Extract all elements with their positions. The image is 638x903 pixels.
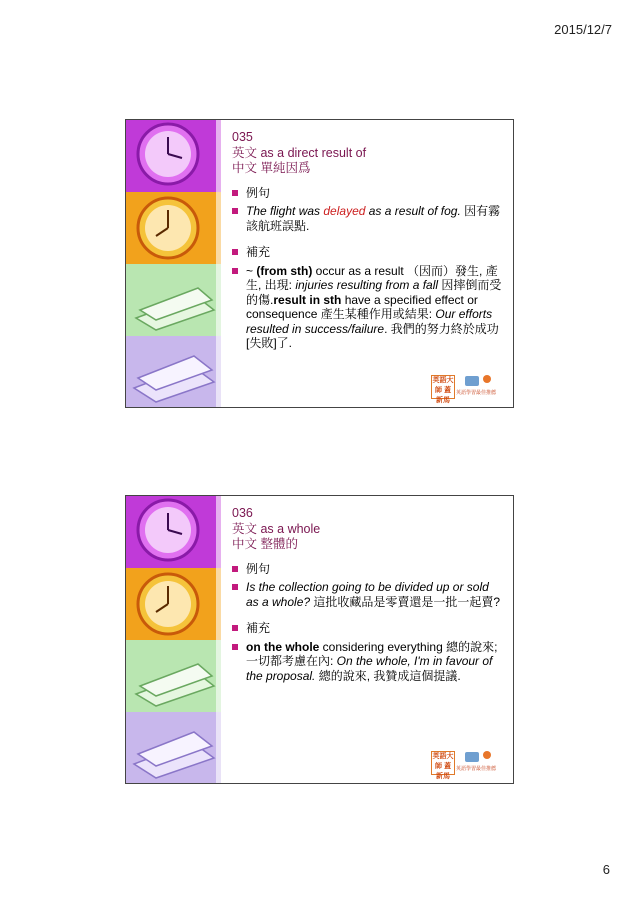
supplement-label: 補充 bbox=[232, 621, 504, 636]
decorative-image-strip bbox=[126, 120, 221, 407]
publisher-logo: 英語大師 蓋新馬 英語學習最佳推薦 bbox=[432, 753, 497, 780]
supplement-text: ~ (from sth) occur as a result （因而）發生, 產生, 出現: injuries resulting from a fall 因摔倒而受的傷.result in sth have a specified effect or consequence 產生某種作用或結果: Our efforts resulted in success/failure. 我們的努力終於成功[失敗]了. bbox=[232, 264, 504, 351]
slide-number: 035 bbox=[232, 130, 253, 144]
chinese-meaning: 中文 整體的 bbox=[232, 537, 298, 551]
print-date: 2015/12/7 bbox=[554, 22, 612, 37]
slide-035 bbox=[125, 119, 514, 408]
example-sentence: Is the collection going to be divided up or sold as a whole? 這批收藏品是零賣還是一批一起賣? bbox=[232, 580, 504, 609]
english-phrase: 英文 as a direct result of bbox=[232, 145, 367, 160]
chinese-meaning: 中文 單純因爲 bbox=[232, 161, 311, 175]
slide-036 bbox=[125, 495, 514, 784]
publisher-logo: 英語大師 蓋新馬 英語學習最佳推薦 bbox=[432, 377, 497, 404]
supplement-label: 補充 bbox=[232, 245, 504, 260]
english-phrase: 英文 as a whole bbox=[232, 521, 321, 536]
decorative-image-strip bbox=[126, 496, 221, 783]
slide-number: 036 bbox=[232, 506, 253, 520]
supplement-text: on the whole considering everything 總的說來; 一切都考慮在內: On the whole, I'm in favour of the proposal. 總的說來, 我贊成這個提議. bbox=[232, 640, 504, 684]
example-sentence: The flight was delayed as a result of fog. 因有霧該航班誤點. bbox=[232, 204, 504, 233]
example-label: 例句 bbox=[232, 562, 504, 577]
example-label: 例句 bbox=[232, 186, 504, 201]
page-number: 6 bbox=[602, 862, 610, 877]
